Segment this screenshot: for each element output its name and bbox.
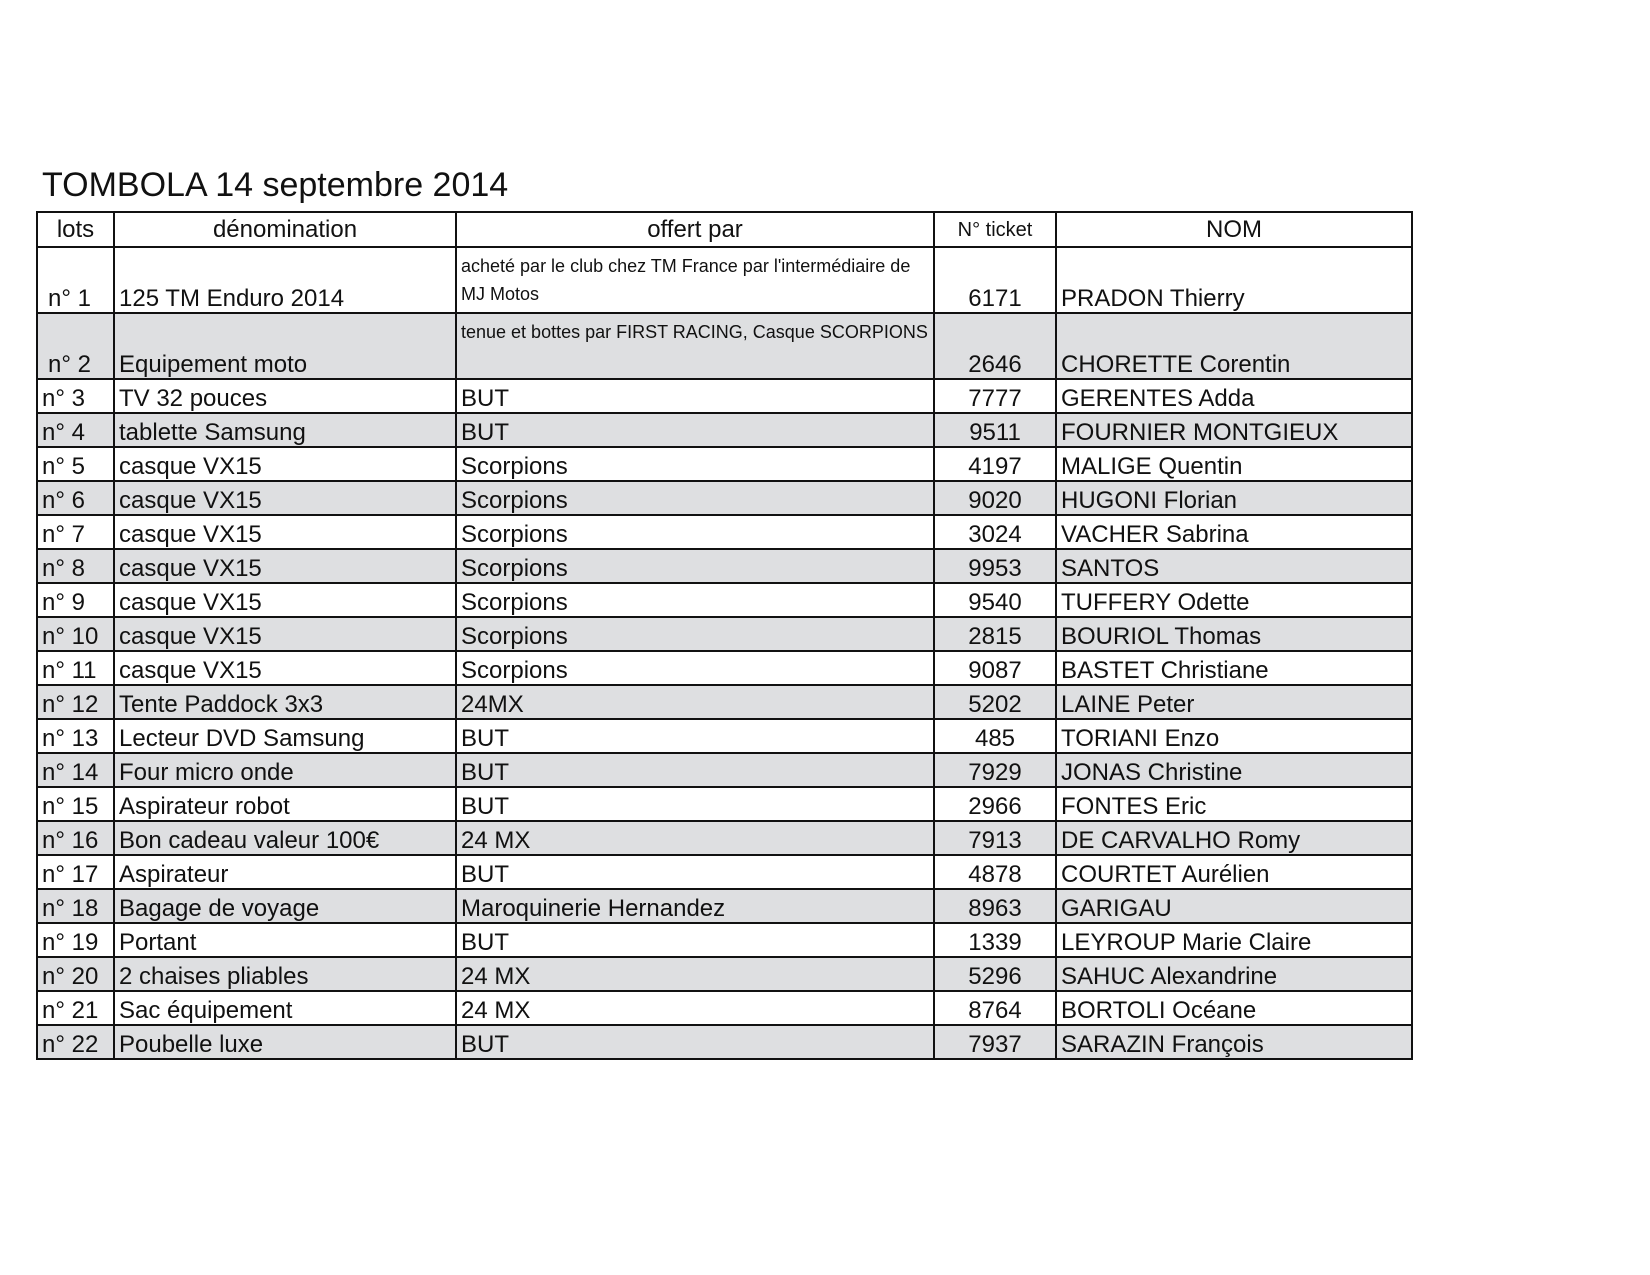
denomination-cell: TV 32 pouces (114, 379, 456, 413)
table-row (37, 685, 1412, 719)
ticket-cell: 9540 (934, 583, 1056, 617)
ticket-cell: 9953 (934, 549, 1056, 583)
nom-cell: BOURIOL Thomas (1056, 617, 1412, 651)
nom-cell: PRADON Thierry (1056, 247, 1412, 313)
denomination-cell: Bagage de voyage (114, 889, 456, 923)
ticket-cell: 6171 (934, 247, 1056, 313)
lot-cell: n° 14 (37, 753, 114, 787)
table-row (37, 481, 1412, 515)
nom-cell: VACHER Sabrina (1056, 515, 1412, 549)
header-offert-par: offert par (456, 212, 934, 247)
header-ticket: N° ticket (934, 212, 1056, 247)
denomination-cell: casque VX15 (114, 651, 456, 685)
offert-par-cell: Scorpions (456, 617, 934, 651)
lot-cell: n° 15 (37, 787, 114, 821)
header-nom: NOM (1056, 212, 1412, 247)
offert-par-cell: 24 MX (456, 991, 934, 1025)
offert-par-cell: Scorpions (456, 583, 934, 617)
nom-cell: MALIGE Quentin (1056, 447, 1412, 481)
denomination-cell: Lecteur DVD Samsung (114, 719, 456, 753)
nom-cell: BORTOLI Océane (1056, 991, 1412, 1025)
offert-par-cell: Scorpions (456, 447, 934, 481)
offert-par-cell: tenue et bottes par FIRST RACING, Casque SCORPIONS (456, 313, 934, 379)
offert-par-cell: Scorpions (456, 481, 934, 515)
offert-par-cell: 24 MX (456, 957, 934, 991)
page-title: TOMBOLA 14 septembre 2014 (42, 166, 509, 204)
denomination-cell: Portant (114, 923, 456, 957)
ticket-cell: 7913 (934, 821, 1056, 855)
table-row (37, 855, 1412, 889)
table-row (37, 821, 1412, 855)
ticket-cell: 7929 (934, 753, 1056, 787)
table-row (37, 991, 1412, 1025)
lot-cell: n° 20 (37, 957, 114, 991)
lot-cell: n° 16 (37, 821, 114, 855)
nom-cell: LEYROUP Marie Claire (1056, 923, 1412, 957)
table-header (37, 212, 1412, 247)
denomination-cell: tablette Samsung (114, 413, 456, 447)
denomination-cell: casque VX15 (114, 583, 456, 617)
ticket-cell: 4878 (934, 855, 1056, 889)
table-row (37, 617, 1412, 651)
offert-par-cell: Scorpions (456, 549, 934, 583)
ticket-cell: 7937 (934, 1025, 1056, 1059)
ticket-cell: 9511 (934, 413, 1056, 447)
ticket-cell: 2815 (934, 617, 1056, 651)
lot-cell: n° 21 (37, 991, 114, 1025)
lot-cell: n° 1 (37, 247, 114, 313)
table-row (37, 651, 1412, 685)
ticket-cell: 2966 (934, 787, 1056, 821)
denomination-cell: casque VX15 (114, 617, 456, 651)
lot-cell: n° 7 (37, 515, 114, 549)
offert-par-cell: BUT (456, 719, 934, 753)
lot-cell: n° 5 (37, 447, 114, 481)
nom-cell: FOURNIER MONTGIEUX (1056, 413, 1412, 447)
offert-par-cell: BUT (456, 413, 934, 447)
nom-cell: SANTOS (1056, 549, 1412, 583)
ticket-cell: 8963 (934, 889, 1056, 923)
table-row (37, 1025, 1412, 1059)
table-row (37, 889, 1412, 923)
offert-par-cell: BUT (456, 923, 934, 957)
lot-cell: n° 22 (37, 1025, 114, 1059)
offert-par-cell: Maroquinerie Hernandez (456, 889, 934, 923)
offert-par-cell: BUT (456, 787, 934, 821)
denomination-cell: casque VX15 (114, 481, 456, 515)
denomination-cell: casque VX15 (114, 549, 456, 583)
table-body (37, 247, 1412, 1059)
ticket-cell: 9087 (934, 651, 1056, 685)
tombola-table (36, 211, 1413, 1060)
denomination-cell: Bon cadeau valeur 100€ (114, 821, 456, 855)
table-row (37, 379, 1412, 413)
ticket-cell: 7777 (934, 379, 1056, 413)
lot-cell: n° 11 (37, 651, 114, 685)
denomination-cell: Aspirateur robot (114, 787, 456, 821)
offert-par-cell: BUT (456, 379, 934, 413)
denomination-cell: Sac équipement (114, 991, 456, 1025)
offert-par-cell: Scorpions (456, 651, 934, 685)
lot-cell: n° 17 (37, 855, 114, 889)
nom-cell: HUGONI Florian (1056, 481, 1412, 515)
lot-cell: n° 13 (37, 719, 114, 753)
lot-cell: n° 12 (37, 685, 114, 719)
nom-cell: SARAZIN François (1056, 1025, 1412, 1059)
nom-cell: LAINE Peter (1056, 685, 1412, 719)
lot-cell: n° 9 (37, 583, 114, 617)
nom-cell: GERENTES Adda (1056, 379, 1412, 413)
table-row (37, 753, 1412, 787)
nom-cell: COURTET Aurélien (1056, 855, 1412, 889)
lot-cell: n° 2 (37, 313, 114, 379)
table-row (37, 583, 1412, 617)
lot-cell: n° 4 (37, 413, 114, 447)
denomination-cell: casque VX15 (114, 515, 456, 549)
lot-cell: n° 8 (37, 549, 114, 583)
ticket-cell: 1339 (934, 923, 1056, 957)
denomination-cell: Aspirateur (114, 855, 456, 889)
header-row (37, 212, 1412, 247)
offert-par-cell: BUT (456, 1025, 934, 1059)
denomination-cell: Equipement moto (114, 313, 456, 379)
ticket-cell: 9020 (934, 481, 1056, 515)
table-row (37, 923, 1412, 957)
ticket-cell: 5296 (934, 957, 1056, 991)
table-row (37, 719, 1412, 753)
lot-cell: n° 10 (37, 617, 114, 651)
lot-cell: n° 19 (37, 923, 114, 957)
table-row (37, 447, 1412, 481)
offert-par-cell: BUT (456, 855, 934, 889)
offert-par-cell: 24 MX (456, 821, 934, 855)
nom-cell: SAHUC Alexandrine (1056, 957, 1412, 991)
header-lots: lots (37, 212, 114, 247)
nom-cell: JONAS Christine (1056, 753, 1412, 787)
header-denomination: dénomination (114, 212, 456, 247)
ticket-cell: 3024 (934, 515, 1056, 549)
offert-par-cell: BUT (456, 753, 934, 787)
nom-cell: TUFFERY Odette (1056, 583, 1412, 617)
denomination-cell: 125 TM Enduro 2014 (114, 247, 456, 313)
lot-cell: n° 18 (37, 889, 114, 923)
nom-cell: FONTES Eric (1056, 787, 1412, 821)
nom-cell: TORIANI Enzo (1056, 719, 1412, 753)
nom-cell: BASTET Christiane (1056, 651, 1412, 685)
offert-par-cell: Scorpions (456, 515, 934, 549)
ticket-cell: 8764 (934, 991, 1056, 1025)
lot-cell: n° 3 (37, 379, 114, 413)
nom-cell: CHORETTE Corentin (1056, 313, 1412, 379)
table-row (37, 957, 1412, 991)
offert-par-cell: acheté par le club chez TM France par l'intermédiaire de MJ Motos (456, 247, 934, 313)
offert-par-cell: 24MX (456, 685, 934, 719)
nom-cell: DE CARVALHO Romy (1056, 821, 1412, 855)
denomination-cell: Tente Paddock 3x3 (114, 685, 456, 719)
table-row (37, 413, 1412, 447)
denomination-cell: Poubelle luxe (114, 1025, 456, 1059)
denomination-cell: Four micro onde (114, 753, 456, 787)
lot-cell: n° 6 (37, 481, 114, 515)
denomination-cell: 2 chaises pliables (114, 957, 456, 991)
table-row (37, 247, 1412, 313)
table-row (37, 515, 1412, 549)
table-row (37, 787, 1412, 821)
ticket-cell: 2646 (934, 313, 1056, 379)
denomination-cell: casque VX15 (114, 447, 456, 481)
ticket-cell: 4197 (934, 447, 1056, 481)
table-row (37, 549, 1412, 583)
nom-cell: GARIGAU (1056, 889, 1412, 923)
table-row (37, 313, 1412, 379)
ticket-cell: 5202 (934, 685, 1056, 719)
ticket-cell: 485 (934, 719, 1056, 753)
